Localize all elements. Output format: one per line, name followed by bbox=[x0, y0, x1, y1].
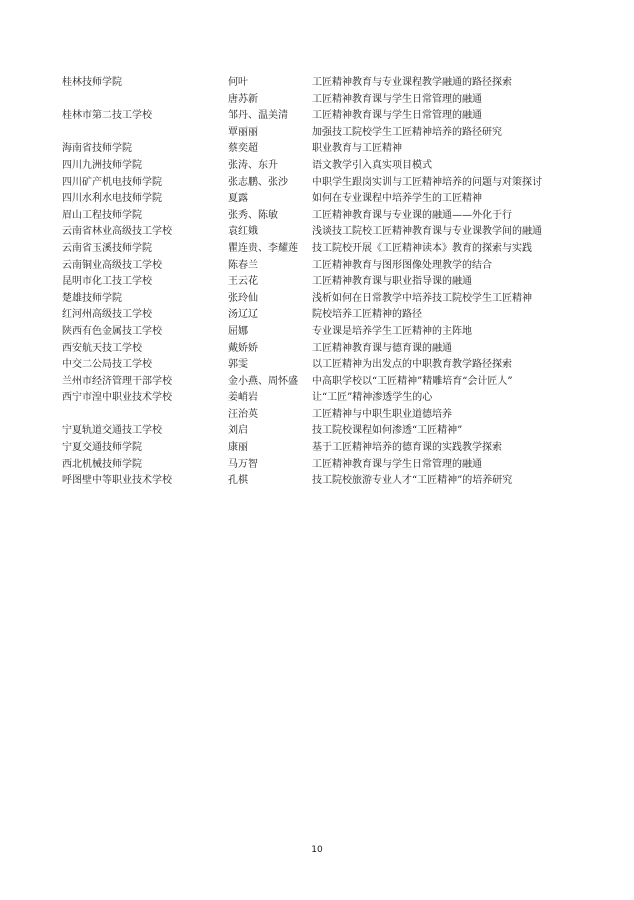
award-list-table bbox=[62, 75, 602, 490]
school-cell: 云南省林业高级技工学校 bbox=[62, 226, 172, 238]
table-row bbox=[62, 341, 602, 358]
table-row bbox=[62, 108, 602, 125]
school-cell: 宁夏轨道交通技工学校 bbox=[62, 425, 162, 437]
table-row bbox=[62, 324, 602, 341]
table-row bbox=[62, 274, 602, 291]
title-cell: 院校培养工匠精神的路径 bbox=[312, 309, 422, 321]
title-cell: 工匠精神教育课与专业课的融通——外化于行 bbox=[312, 209, 512, 221]
title-cell: 中高职学校以“工匠精神”精雕培育“会计匠人” bbox=[312, 375, 513, 387]
school-cell: 红河州高级技工学校 bbox=[62, 309, 152, 321]
title-cell: 加强技工院校学生工匠精神培养的路径研究 bbox=[312, 126, 502, 138]
author-cell: 夏露 bbox=[228, 193, 248, 205]
title-cell: 技工院校开展《工匠精神读本》教育的探索与实践 bbox=[312, 242, 532, 254]
table-row bbox=[62, 374, 602, 391]
school-cell: 陕西有色金属技工学校 bbox=[62, 325, 162, 337]
table-row bbox=[62, 191, 602, 208]
school-cell: 呼图壁中等职业技术学校 bbox=[62, 475, 172, 487]
school-cell bbox=[62, 125, 228, 142]
table-row bbox=[62, 175, 602, 192]
author-cell: 戴娇娇 bbox=[228, 342, 258, 354]
author-cell: 张涛、东升 bbox=[228, 159, 278, 171]
table-row bbox=[62, 457, 602, 474]
page-number: 10 bbox=[311, 845, 323, 855]
table-row bbox=[62, 473, 602, 490]
title-cell: 以工匠精神为出发点的中职教育教学路径探索 bbox=[312, 359, 512, 371]
school-cell: 云南铜业高级技工学校 bbox=[62, 259, 162, 271]
table-row bbox=[62, 158, 602, 175]
title-cell: 如何在专业课程中培养学生的工匠精神 bbox=[312, 193, 482, 205]
table-row bbox=[62, 440, 602, 457]
school-cell: 宁夏交通技师学院 bbox=[62, 442, 142, 454]
author-cell: 何叶 bbox=[228, 77, 248, 88]
school-cell: 兰州市经济管理干部学校 bbox=[62, 375, 172, 387]
school-cell bbox=[62, 407, 228, 424]
author-cell: 唐苏新 bbox=[228, 93, 258, 105]
school-cell: 桂林市第二技工学校 bbox=[62, 110, 152, 122]
school-cell: 楚雄技师学院 bbox=[62, 292, 122, 304]
award-list-body bbox=[62, 75, 602, 490]
school-cell: 海南省技师学院 bbox=[62, 143, 132, 155]
table-row bbox=[62, 125, 602, 142]
author-cell: 王云花 bbox=[228, 276, 258, 288]
table-row bbox=[62, 407, 602, 424]
school-cell: 四川水利水电技师学院 bbox=[62, 193, 162, 205]
title-cell: 浅析如何在日常教学中培养技工院校学生工匠精神 bbox=[312, 292, 532, 304]
title-cell: 职业教育与工匠精神 bbox=[312, 143, 402, 155]
author-cell: 蔡奕超 bbox=[228, 143, 258, 155]
author-cell: 马万智 bbox=[228, 458, 258, 470]
title-cell: 工匠精神教育与专业课程教学融通的路径探索 bbox=[312, 77, 512, 88]
author-cell: 金小燕、周怀盛 bbox=[228, 375, 298, 387]
title-cell: 工匠精神与中职生职业道德培养 bbox=[312, 408, 452, 420]
table-row bbox=[62, 307, 602, 324]
author-cell: 张秀、陈敏 bbox=[228, 209, 278, 221]
title-cell: 专业课是培养学生工匠精神的主阵地 bbox=[312, 325, 472, 337]
title-cell: 工匠精神教育课与德育课的融通 bbox=[312, 342, 452, 354]
table-row bbox=[62, 390, 602, 407]
table-row bbox=[62, 423, 602, 440]
title-cell: 技工院校旅游专业人才“工匠精神”的培养研究 bbox=[312, 475, 513, 487]
author-cell: 瞿连贵、李耀莲 bbox=[228, 242, 298, 254]
school-cell: 西北机械技师学院 bbox=[62, 458, 142, 470]
table-row bbox=[62, 208, 602, 225]
author-cell: 屈娜 bbox=[228, 325, 248, 337]
table-row bbox=[62, 141, 602, 158]
author-cell: 覃丽丽 bbox=[228, 126, 258, 138]
title-cell: 工匠精神教育课与学生日常管理的融通 bbox=[312, 458, 482, 470]
school-cell: 眉山工程技师学院 bbox=[62, 209, 142, 221]
table-row bbox=[62, 75, 602, 92]
title-cell: 让“工匠”精神渗透学生的心 bbox=[312, 392, 433, 404]
author-cell: 袁红娥 bbox=[228, 226, 258, 238]
table-row bbox=[62, 241, 602, 258]
title-cell: 工匠精神教育与图形图像处理教学的结合 bbox=[312, 259, 492, 271]
school-cell bbox=[62, 92, 228, 109]
school-cell: 昆明市化工技工学校 bbox=[62, 276, 152, 288]
title-cell: 基于工匠精神培养的德育课的实践教学探索 bbox=[312, 442, 502, 454]
author-cell: 康丽 bbox=[228, 442, 248, 454]
school-cell: 云南省玉溪技师学院 bbox=[62, 242, 152, 254]
title-cell: 工匠精神教育课与学生日常管理的融通 bbox=[312, 93, 482, 105]
author-cell: 汤辽辽 bbox=[228, 309, 258, 321]
author-cell: 刘启 bbox=[228, 425, 248, 437]
title-cell: 语文教学引入真实项目模式 bbox=[312, 159, 432, 171]
table-row bbox=[62, 291, 602, 308]
author-cell: 张志鹏、张沙 bbox=[228, 176, 288, 188]
author-cell: 陈春兰 bbox=[228, 259, 258, 271]
table-row bbox=[62, 92, 602, 109]
school-cell: 桂林技师学院 bbox=[62, 77, 122, 88]
author-cell: 孔棋 bbox=[228, 475, 248, 487]
table-row bbox=[62, 258, 602, 275]
school-cell: 西安航天技工学校 bbox=[62, 342, 142, 354]
author-cell: 汪治英 bbox=[228, 408, 258, 420]
school-cell: 中交二公局技工学校 bbox=[62, 359, 152, 371]
author-cell: 郭雯 bbox=[228, 359, 248, 371]
author-cell: 邹丹、温美清 bbox=[228, 110, 288, 122]
author-cell: 姜峭岩 bbox=[228, 392, 258, 404]
title-cell: 工匠精神教育课与学生日常管理的融通 bbox=[312, 110, 482, 122]
table-row bbox=[62, 357, 602, 374]
author-cell: 张玲仙 bbox=[228, 292, 258, 304]
title-cell: 浅谈技工院校工匠精神教育课与专业课教学间的融通 bbox=[312, 226, 542, 238]
school-cell: 四川矿产机电技师学院 bbox=[62, 176, 162, 188]
table-row bbox=[62, 224, 602, 241]
title-cell: 中职学生跟岗实训与工匠精神培养的问题与对策探讨 bbox=[312, 176, 542, 188]
school-cell: 西宁市湟中职业技术学校 bbox=[62, 392, 172, 404]
title-cell: 技工院校课程如何渗透“工匠精神” bbox=[312, 425, 463, 437]
title-cell: 工匠精神教育课与职业指导课的融通 bbox=[312, 276, 472, 288]
school-cell: 四川九洲技师学院 bbox=[62, 159, 142, 171]
